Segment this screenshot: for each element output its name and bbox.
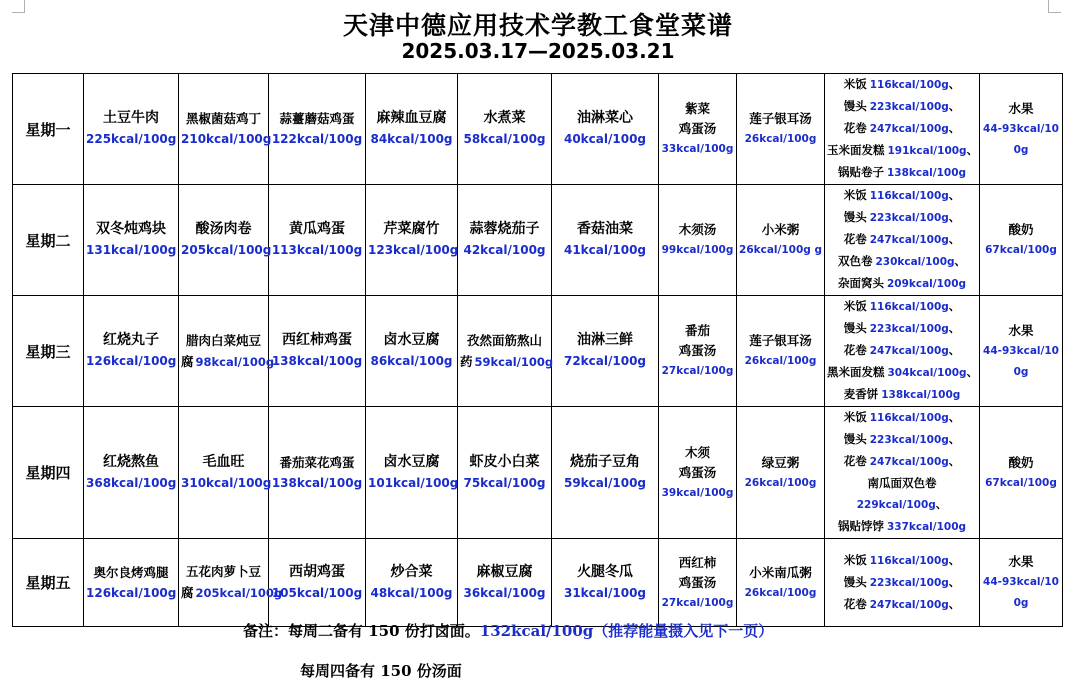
dish-name-tail: 药 <box>460 353 473 369</box>
fruit-cell <box>980 185 1063 296</box>
dish-cell <box>84 185 179 296</box>
dish-cell <box>552 74 659 185</box>
fruit-kcal: 44-93kcal/10 <box>983 576 1059 588</box>
staple-kcal: 116kcal/100g <box>869 412 949 424</box>
staple-separator: 、 <box>948 343 961 357</box>
staple-item <box>827 296 977 318</box>
dish-kcal: 210kcal/100g <box>181 132 272 146</box>
dish-name: 红烧熬鱼 <box>103 453 159 470</box>
dish-name: 麻椒豆腐 <box>476 563 533 580</box>
soup-name: 鸡蛋汤 <box>678 464 717 480</box>
dish-name-tail: 腐 <box>181 353 194 369</box>
menu-row <box>13 539 1063 627</box>
menu-row <box>13 296 1063 407</box>
staple-kcal: 223kcal/100g <box>869 101 949 113</box>
dish-cell <box>269 74 366 185</box>
staple-cell <box>825 296 980 407</box>
staple-kcal: 247kcal/100g <box>869 123 949 135</box>
staple-item <box>827 229 977 251</box>
fruit-name: 酸奶 <box>1008 454 1034 470</box>
dish-name: 毛血旺 <box>202 453 245 470</box>
dish-kcal: 225kcal/100g <box>86 132 177 146</box>
day-cell: 星期五 <box>13 539 84 627</box>
staple-name: 锅贴卷子 <box>837 165 884 179</box>
dish-name: 双冬炖鸡块 <box>96 221 166 237</box>
staple-kcal: 304kcal/100g <box>887 367 967 379</box>
note-line-2: 每周四备有 150 份汤面 <box>300 662 462 680</box>
dish-name: 火腿冬瓜 <box>577 563 633 580</box>
dish-name: 红烧丸子 <box>103 332 159 348</box>
staple-item <box>827 594 977 616</box>
staple-name: 花卷 <box>843 232 867 246</box>
dish-cell <box>458 74 552 185</box>
staple-separator: 、 <box>954 254 967 268</box>
porridge-kcal: 26kcal/100g <box>744 133 817 145</box>
dish-name: 香菇油菜 <box>577 221 633 237</box>
dish-name: 蒜薹蘑菇鸡蛋 <box>279 111 355 126</box>
soup-cell <box>659 407 737 539</box>
staple-separator: 、 <box>948 321 961 335</box>
staple-separator: 、 <box>948 432 961 446</box>
dish-name-continued <box>181 351 275 373</box>
staple-name: 锅贴饽饽 <box>837 519 884 533</box>
staple-name: 花卷 <box>843 121 867 135</box>
porridge-cell <box>737 539 825 627</box>
dish-kcal: 113kcal/100g <box>271 243 363 257</box>
porridge-cell <box>737 296 825 407</box>
staple-item <box>827 451 977 473</box>
staple-separator: 、 <box>948 299 961 313</box>
staple-item <box>827 362 977 384</box>
staple-kcal: 223kcal/100g <box>869 576 949 589</box>
staple-item <box>827 118 977 140</box>
staple-item <box>827 473 977 494</box>
dish-name: 油淋菜心 <box>577 110 633 126</box>
dish-kcal: 131kcal/100g <box>86 243 177 257</box>
fruit-name: 酸奶 <box>1008 222 1034 237</box>
staple-separator: 、 <box>935 497 948 511</box>
dish-kcal: 86kcal/100g <box>370 354 453 368</box>
dish-name: 黄瓜鸡蛋 <box>289 221 345 237</box>
soup-name: 木须 <box>684 444 710 460</box>
staple-name: 花卷 <box>843 343 867 357</box>
dish-name-continued <box>181 582 283 604</box>
porridge-kcal: 26kcal/100g <box>744 476 817 489</box>
dish-name: 卤水豆腐 <box>383 453 440 470</box>
porridge-kcal: 26kcal/100g g <box>739 244 822 256</box>
staple-separator: 、 <box>948 188 961 202</box>
soup-cell <box>659 74 737 185</box>
staple-name: 米饭 <box>843 299 867 313</box>
soup-name: 鸡蛋汤 <box>678 574 717 590</box>
dish-cell <box>84 74 179 185</box>
dish-kcal: 40kcal/100g <box>563 132 647 146</box>
soup-cell <box>659 185 737 296</box>
staple-kcal: 223kcal/100g <box>869 323 949 335</box>
staple-kcal: 229kcal/100g <box>856 499 936 511</box>
dish-kcal: 368kcal/100g <box>86 475 177 490</box>
staple-kcal: 116kcal/100g <box>869 554 949 567</box>
staple-kcal: 116kcal/100g <box>869 79 949 91</box>
porridge-name: 小米南瓜粥 <box>749 564 812 580</box>
dish-kcal: 98kcal/100g <box>195 354 275 369</box>
soup-kcal: 99kcal/100g <box>661 244 734 256</box>
dish-kcal: 59kcal/100g <box>474 354 554 369</box>
staple-kcal: 138kcal/100g <box>881 389 961 401</box>
soup-name: 紫菜 <box>684 101 710 116</box>
staple-separator: 、 <box>948 574 961 589</box>
dish-name: 炒合菜 <box>390 563 433 580</box>
staple-name: 馒头 <box>843 574 867 589</box>
dish-cell <box>84 407 179 539</box>
porridge-kcal: 26kcal/100g <box>744 586 817 599</box>
dish-name: 油淋三鲜 <box>577 332 633 348</box>
dish-kcal: 101kcal/100g <box>368 475 459 490</box>
staple-name: 玉米面发糕 <box>827 143 885 157</box>
dish-cell <box>366 185 458 296</box>
day-cell: 星期三 <box>13 296 84 407</box>
fruit-kcal: 0g <box>1013 365 1029 378</box>
fruit-name: 水果 <box>1008 554 1034 569</box>
staple-name: 花卷 <box>843 596 867 611</box>
staple-item <box>827 516 977 538</box>
dish-cell <box>458 296 552 407</box>
soup-name: 鸡蛋汤 <box>678 343 717 358</box>
staple-separator: 、 <box>948 552 961 567</box>
date-range: 2025.03.17—2025.03.21 <box>401 39 675 63</box>
dish-cell <box>366 74 458 185</box>
staple-name: 双色卷 <box>837 254 873 268</box>
dish-name: 卤水豆腐 <box>383 332 440 348</box>
menu-title: 天津中德应用技术学教工食堂菜谱 <box>342 11 733 40</box>
dish-name: 土豆牛肉 <box>103 110 159 126</box>
staple-separator: 、 <box>948 99 961 113</box>
staple-name: 米饭 <box>843 552 867 567</box>
fruit-cell <box>980 539 1063 627</box>
dish-kcal: 123kcal/100g <box>368 243 459 257</box>
dish-kcal: 58kcal/100g <box>463 132 546 146</box>
soup-kcal: 33kcal/100g <box>661 143 734 155</box>
staple-cell <box>825 407 980 539</box>
staple-name: 米饭 <box>843 188 867 202</box>
staple-kcal: 247kcal/100g <box>869 456 949 468</box>
dish-name-continued <box>460 351 554 373</box>
day-cell: 星期一 <box>13 74 84 185</box>
soup-name: 鸡蛋汤 <box>678 121 717 136</box>
fruit-kcal: 44-93kcal/10 <box>983 344 1059 357</box>
dish-kcal: 205kcal/100g <box>181 243 272 257</box>
dish-cell <box>179 185 272 296</box>
dish-name: 五花肉萝卜豆 <box>185 564 261 579</box>
soup-cell <box>659 296 737 407</box>
staple-item <box>827 429 977 451</box>
soup-name: 西红柿 <box>678 554 717 570</box>
note-line-1-text: 备注：每周二备有 150 份打卤面。 <box>243 622 480 640</box>
dish-kcal: 42kcal/100g <box>463 243 546 257</box>
staple-name: 杂面窝头 <box>837 276 884 290</box>
staple-name: 馒头 <box>843 210 867 224</box>
dish-kcal: 48kcal/100g <box>370 585 453 600</box>
staple-name: 馒头 <box>843 99 867 113</box>
dish-cell <box>84 539 179 627</box>
staple-kcal: 223kcal/100g <box>869 212 949 224</box>
staple-kcal: 116kcal/100g <box>869 190 949 202</box>
dish-kcal: 72kcal/100g <box>563 354 647 368</box>
fruit-kcal: 67kcal/100g <box>985 476 1057 489</box>
dish-cell <box>552 539 659 627</box>
dish-name: 芹菜腐竹 <box>383 221 440 237</box>
staple-cell <box>825 539 980 627</box>
fruit-kcal: 0g <box>1013 143 1029 156</box>
staple-kcal: 138kcal/100g <box>886 167 967 179</box>
dish-cell <box>179 407 272 539</box>
staple-cell <box>825 74 980 185</box>
staple-name: 麦香饼 <box>843 387 879 401</box>
dish-cell <box>552 407 659 539</box>
soup-name: 木须汤 <box>678 222 717 237</box>
dish-kcal: 310kcal/100g <box>181 475 272 490</box>
staple-kcal: 223kcal/100g <box>869 434 949 446</box>
staple-item <box>827 572 977 594</box>
staple-separator: 、 <box>966 143 979 157</box>
staple-kcal: 247kcal/100g <box>869 234 949 246</box>
dish-cell <box>552 185 659 296</box>
dish-cell <box>366 296 458 407</box>
staple-name: 米饭 <box>843 410 867 424</box>
staple-separator: 、 <box>948 232 961 246</box>
dish-kcal: 41kcal/100g <box>563 243 647 257</box>
dish-name: 西红柿鸡蛋 <box>282 332 352 348</box>
staple-kcal: 191kcal/100g <box>887 145 967 157</box>
dish-kcal: 126kcal/100g <box>86 585 177 600</box>
menu-row <box>13 185 1063 296</box>
dish-kcal: 84kcal/100g <box>370 132 453 146</box>
dish-cell <box>458 185 552 296</box>
dish-cell <box>366 539 458 627</box>
staple-item <box>827 384 977 406</box>
staple-kcal: 116kcal/100g <box>869 301 949 313</box>
dish-cell <box>179 539 283 627</box>
dish-name: 腊肉白菜炖豆 <box>185 332 261 348</box>
menu-row <box>13 407 1063 539</box>
dish-name: 西胡鸡蛋 <box>289 563 345 580</box>
fruit-cell <box>980 407 1063 539</box>
dish-cell <box>269 185 366 296</box>
soup-kcal: 39kcal/100g <box>661 486 734 499</box>
dish-name: 奥尔良烤鸡腿 <box>93 564 169 580</box>
porridge-name: 莲子银耳汤 <box>749 333 812 348</box>
note-line-1 <box>243 620 773 641</box>
fruit-name: 水果 <box>1008 100 1034 116</box>
dish-cell <box>458 539 552 627</box>
fruit-cell <box>980 296 1063 407</box>
fruit-cell <box>980 74 1063 185</box>
staple-kcal: 247kcal/100g <box>869 345 949 357</box>
soup-kcal: 27kcal/100g <box>661 365 734 377</box>
staple-separator: 、 <box>948 596 961 611</box>
staple-kcal: 337kcal/100g <box>886 521 967 533</box>
dish-cell <box>269 407 366 539</box>
day-cell: 星期四 <box>13 407 84 539</box>
dish-cell <box>269 539 366 627</box>
staple-item <box>827 140 977 162</box>
dish-name: 蒜蓉烧茄子 <box>469 221 540 237</box>
fruit-name: 水果 <box>1008 322 1034 338</box>
dish-cell <box>179 296 275 407</box>
dish-kcal: 75kcal/100g <box>463 475 546 490</box>
staple-item <box>827 96 977 118</box>
dish-kcal: 138kcal/100g <box>271 475 363 490</box>
porridge-kcal: 26kcal/100g <box>744 355 817 367</box>
staple-kcal: 209kcal/100g <box>886 278 967 290</box>
dish-name: 水煮菜 <box>483 110 526 126</box>
staple-separator: 、 <box>948 77 961 91</box>
soup-cell <box>659 539 737 627</box>
dish-kcal: 36kcal/100g <box>463 585 546 600</box>
dish-kcal: 138kcal/100g <box>271 354 363 368</box>
staple-item <box>827 550 977 572</box>
fruit-kcal: 44-93kcal/10 <box>983 122 1059 135</box>
staple-separator: 、 <box>948 210 961 224</box>
dish-name: 虾皮小白菜 <box>469 453 540 470</box>
dish-kcal: 122kcal/100g <box>271 132 363 146</box>
porridge-cell <box>737 407 825 539</box>
staple-item <box>827 318 977 340</box>
porridge-cell <box>737 185 825 296</box>
staple-item <box>827 162 977 184</box>
dish-cell <box>458 407 552 539</box>
dish-name: 麻辣血豆腐 <box>376 110 447 126</box>
dish-cell <box>84 296 179 407</box>
staple-name: 馒头 <box>843 432 867 446</box>
dish-name: 黑椒菌菇鸡丁 <box>185 111 261 126</box>
dish-name: 孜然面筋熬山 <box>466 332 542 348</box>
staple-item <box>827 185 977 207</box>
fruit-kcal: 0g <box>1013 597 1029 609</box>
menu-table <box>12 73 1063 627</box>
dish-kcal: 126kcal/100g <box>86 354 177 368</box>
day-cell: 星期二 <box>13 185 84 296</box>
fruit-kcal: 67kcal/100g <box>985 244 1057 256</box>
dish-cell <box>179 74 272 185</box>
porridge-name: 绿豆粥 <box>761 454 800 470</box>
staple-separator: 、 <box>966 365 979 379</box>
porridge-cell <box>737 74 825 185</box>
staple-item <box>827 407 977 429</box>
menu-row <box>13 74 1063 185</box>
note-line-1-kcal: 132kcal/100g（推荐能量摄入见下一页） <box>479 622 774 640</box>
staple-kcal: 230kcal/100g <box>875 256 955 268</box>
staple-separator: 、 <box>948 410 961 424</box>
staple-name: 南瓜面双色卷 <box>867 476 937 490</box>
staple-item <box>827 74 977 96</box>
dish-name: 酸汤肉卷 <box>195 221 252 237</box>
dish-name: 烧茄子豆角 <box>570 453 640 470</box>
staple-item <box>827 251 977 273</box>
staple-kcal: 247kcal/100g <box>869 598 949 611</box>
dish-cell <box>269 296 366 407</box>
staple-cell <box>825 185 980 296</box>
dish-name-tail: 腐 <box>181 585 194 600</box>
staple-item <box>827 340 977 362</box>
staple-name: 花卷 <box>843 454 867 468</box>
dish-kcal: 105kcal/100g <box>271 585 363 600</box>
porridge-name: 小米粥 <box>761 222 800 237</box>
staple-item <box>827 494 977 516</box>
dish-cell <box>552 296 659 407</box>
staple-item <box>827 207 977 229</box>
dish-kcal: 205kcal/100g <box>195 586 283 600</box>
dish-name: 番茄菜花鸡蛋 <box>279 454 355 470</box>
staple-name: 馒头 <box>843 321 867 335</box>
staple-item <box>827 273 977 295</box>
staple-name: 黑米面发糕 <box>827 365 885 379</box>
staple-separator: 、 <box>948 121 961 135</box>
dish-kcal: 31kcal/100g <box>563 585 647 600</box>
dish-kcal: 59kcal/100g <box>563 475 647 490</box>
soup-kcal: 27kcal/100g <box>661 596 734 609</box>
staple-separator: 、 <box>948 454 961 468</box>
soup-name: 番茄 <box>684 323 710 338</box>
porridge-name: 莲子银耳汤 <box>749 111 812 126</box>
dish-cell <box>366 407 458 539</box>
staple-name: 米饭 <box>843 77 867 91</box>
